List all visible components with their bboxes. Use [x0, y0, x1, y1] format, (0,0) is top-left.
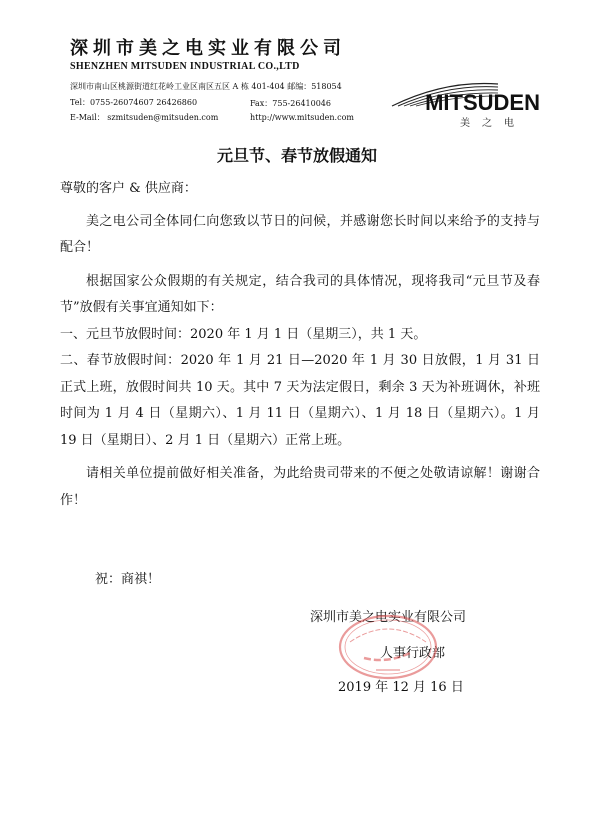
- signature-company: 深圳市美之电实业有限公司: [310, 610, 467, 625]
- notice-paragraph: 根据国家公众假期的有关规定，结合我司的具体情况，现将我司“元旦节及春节”放假有关事宜通知如下：: [60, 273, 540, 315]
- company-address: 深圳市南山区桃源街道红花岭工业区南区五区 A 栋 401-404 邮编：518054: [70, 82, 342, 91]
- signature-date: 2019 年 12 月 16 日: [338, 680, 464, 695]
- company-seal-stamp: [336, 612, 440, 682]
- company-name-cn: 深圳市美之电实业有限公司: [70, 38, 346, 59]
- logo-subtext: 美之电: [460, 118, 526, 129]
- holiday-item-spring-festival: 二、春节放假时间：2020 年 1 月 21 日—2020 年 1 月 30 日放假，1 月 31 日正式上班，放假时间共 10 天。其中 7 天为法定假日，剩余 3 天为补班调休，补班时间为 1 月 4 日（星期六）、1 月 11 日（星期六）、1 月 18 日（星期六）。1 月 19 日（星期日）、2 月 1 日（星期六）正常上班。: [60, 353, 540, 448]
- notice-body: [60, 176, 540, 514]
- notice-title: 元旦节、春节放假通知: [216, 146, 377, 165]
- logo-text: MITSUDEN: [425, 90, 540, 115]
- letterhead: [70, 34, 540, 130]
- company-email: E-Mail： szmitsuden@mitsuden.com: [70, 113, 219, 122]
- notice-request: 请相关单位提前做好相关准备，为此给贵司带来的不便之处敬请谅解！谢谢合作！: [60, 466, 540, 508]
- holiday-item-new-year: 一、元旦节放假时间：2020 年 1 月 1 日（星期三），共 1 天。: [60, 326, 427, 342]
- company-website: http://www.mitsuden.com: [250, 113, 354, 122]
- company-name-en: SHENZHEN MITSUDEN INDUSTRIAL CO.,LTD: [70, 61, 300, 72]
- notice-paragraph: 美之电公司全体同仁向您致以节日的问候，并感谢您长时间以来给予的支持与配合！: [60, 213, 540, 255]
- company-tel: Tel：0755-26074607 26426860: [70, 98, 198, 107]
- notice-closing: 祝：商祺！: [95, 572, 161, 587]
- signature-department: 人事行政部: [380, 646, 446, 661]
- company-fax: Fax：755-26410046: [250, 99, 331, 108]
- company-logo: [390, 76, 540, 128]
- notice-greeting: 尊敬的客户 & 供应商：: [60, 181, 197, 196]
